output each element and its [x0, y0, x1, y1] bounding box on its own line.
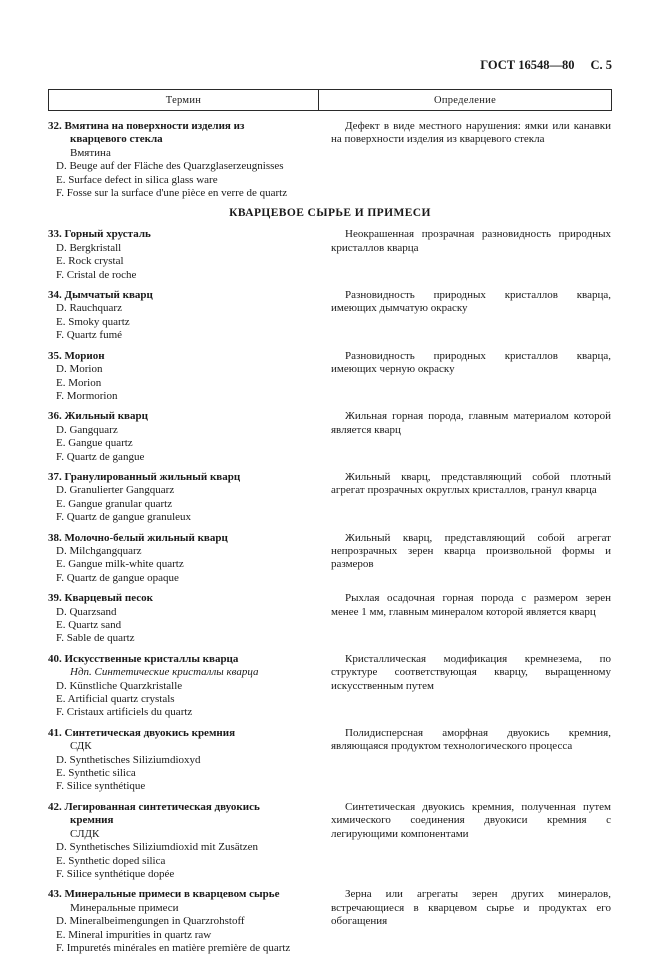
foreign-term-text: Quartz fumé: [66, 329, 123, 342]
foreign-term-text: Bergkristall: [69, 241, 122, 254]
foreign-term-line: [48, 302, 302, 315]
language-prefix: D.: [56, 679, 67, 692]
foreign-term-line: [48, 693, 302, 706]
foreign-term-text: Quartz de gangue: [66, 450, 145, 463]
foreign-term-line: [48, 451, 302, 464]
language-prefix: F.: [56, 329, 64, 342]
definition-cell: Кристаллическая модификация кремнезема, по структуре соответствующая кварцу, выращенному искусственным путем: [331, 652, 611, 692]
foreign-term-text: Mineralbeimengungen in Quarzrohstoff: [69, 915, 245, 928]
term-cell: [48, 727, 318, 794]
table-row: [48, 410, 612, 464]
foreign-term-line: [48, 632, 302, 645]
term-cell: [48, 410, 318, 464]
term-number: 43.: [48, 888, 62, 901]
foreign-term-text: Gangue quartz: [68, 437, 133, 450]
table-row: [48, 228, 612, 282]
foreign-term-text: Sable de quartz: [66, 632, 135, 645]
foreign-term-text: Gangue milk-white quartz: [68, 558, 184, 571]
table-row: [48, 289, 612, 343]
term-text: Вмятина на поверхности изделия из кварцевого стекла: [64, 120, 245, 146]
foreign-term-text: Gangue granular quartz: [68, 497, 173, 510]
term-number: 34.: [48, 289, 62, 302]
language-prefix: D.: [56, 160, 67, 173]
language-prefix: F.: [56, 706, 64, 719]
foreign-term-text: Cristal de roche: [66, 268, 137, 281]
foreign-term-line: [48, 545, 302, 558]
foreign-term-text: Cristaux artificiels du quartz: [66, 706, 193, 719]
term-number: 42.: [48, 800, 62, 813]
term-title: [48, 471, 302, 484]
term-number: 33.: [48, 228, 62, 241]
foreign-term-text: Synthetic doped silica: [68, 854, 166, 867]
foreign-term-text: Milchgangquarz: [69, 544, 142, 557]
table-header: [48, 89, 612, 111]
foreign-term-line: [48, 255, 302, 268]
definition-cell: Жильный кварц, представляющий собой агрегат непрозрачных зерен кварца произвольной формы и размеров: [331, 531, 611, 571]
definition-cell: Рыхлая осадочная горная порода с размером зерен менее 1 мм, главным минералом которой является кварц: [331, 592, 611, 618]
foreign-term-line: [48, 316, 302, 329]
foreign-term-text: Quartz de gangue opaque: [66, 571, 179, 584]
term-title: [48, 350, 302, 363]
foreign-term-line: [48, 606, 302, 619]
language-prefix: D.: [56, 423, 67, 436]
foreign-term-line: [48, 377, 302, 390]
foreign-term-line: [48, 767, 302, 780]
table-body: [48, 111, 612, 955]
language-prefix: D.: [56, 241, 67, 254]
term-text: Морион: [64, 349, 105, 362]
language-prefix: E.: [56, 928, 66, 941]
foreign-term-text: Fosse sur la surface d'une pièce en verre de quartz: [66, 187, 288, 200]
column-header-term: Термин: [49, 90, 319, 110]
foreign-term-line: [48, 160, 302, 173]
foreign-term-text: Artificial quartz crystals: [67, 693, 175, 706]
language-prefix: F.: [56, 867, 64, 880]
language-prefix: D.: [56, 484, 67, 497]
term-short-form: СЛДК: [70, 827, 100, 840]
foreign-term-text: Künstliche Quarzkristalle: [69, 679, 183, 692]
foreign-term-text: Beuge auf der Fläche des Quarzglaserzeugnisses: [69, 160, 284, 173]
term-text: Дымчатый кварц: [64, 289, 153, 302]
foreign-term-line: [48, 572, 302, 585]
term-number: 38.: [48, 531, 62, 544]
foreign-term-text: Silice synthétique: [66, 780, 146, 793]
foreign-term-line: [48, 511, 302, 524]
term-number: 35.: [48, 349, 62, 362]
language-prefix: E.: [56, 693, 66, 706]
language-prefix: F.: [56, 511, 64, 524]
foreign-term-line: [48, 558, 302, 571]
language-prefix: E.: [56, 173, 66, 186]
language-prefix: D.: [56, 363, 67, 376]
section-heading: КВАРЦЕВОЕ СЫРЬЕ И ПРИМЕСИ: [229, 207, 431, 220]
term-title: [48, 653, 302, 666]
language-prefix: D.: [56, 302, 67, 315]
foreign-term-line: [48, 929, 302, 942]
foreign-term-text: Silice synthétique dopée: [66, 867, 175, 880]
term-cell: [48, 120, 318, 200]
language-prefix: D.: [56, 753, 67, 766]
term-text: Легированная синтетическая двуокись кремния: [64, 800, 260, 827]
term-cell: [48, 532, 318, 586]
language-prefix: D.: [56, 605, 67, 618]
definition-cell: Жильная горная порода, главным материалом которой является кварц: [331, 410, 611, 436]
foreign-term-text: Quarzsand: [69, 605, 117, 618]
term-title: [48, 801, 302, 828]
foreign-term-line: [48, 915, 302, 928]
foreign-term-line: [48, 242, 302, 255]
term-title: [48, 532, 302, 545]
term-title: [48, 120, 302, 147]
term-number: 32.: [48, 120, 62, 132]
foreign-term-line: [48, 780, 302, 793]
term-title: [48, 289, 302, 302]
term-cell: [48, 471, 318, 525]
term-text: Молочно-белый жильный кварц: [64, 531, 228, 544]
definition-cell: Разновидность природных кристаллов кварца, имеющих дымчатую окраску: [331, 289, 611, 315]
foreign-term-line: [48, 841, 302, 854]
foreign-term-line: [48, 390, 302, 403]
language-prefix: F.: [56, 941, 64, 954]
foreign-term-line: [48, 868, 302, 881]
foreign-term-line: [48, 706, 302, 719]
table-row: [48, 592, 612, 646]
table-row: [48, 471, 612, 525]
table-row: [48, 532, 612, 586]
term-number: 40.: [48, 652, 62, 665]
language-prefix: E.: [56, 315, 66, 328]
foreign-term-line: [48, 619, 302, 632]
term-text: Жильный кварц: [64, 410, 148, 423]
term-text: Гранулированный жильный кварц: [64, 470, 241, 483]
foreign-term-text: Quartz de gangue granuleux: [66, 511, 192, 524]
term-text: Синтетическая двуокись кремния: [64, 726, 236, 739]
language-prefix: E.: [56, 619, 66, 631]
language-prefix: F.: [56, 268, 64, 281]
table-row: [48, 653, 612, 720]
foreign-term-line: [48, 269, 302, 282]
definition-cell: Дефект в виде местного нарушения: ямки или канавки на поверхности изделия из кварцевого стекла: [331, 120, 611, 146]
term-cell: [48, 653, 318, 720]
foreign-term-text: Synthetic silica: [68, 767, 136, 780]
term-short-form: Вмятина: [70, 146, 111, 159]
term-cell: [48, 228, 318, 282]
language-prefix: E.: [56, 437, 66, 450]
definition-cell: Синтетическая двуокись кремния, полученная путем химического соединения двуокиси кремния с легирующими компонентами: [331, 800, 611, 840]
term-text: Искусственные кристаллы кварца: [64, 652, 239, 665]
term-cell: [48, 592, 318, 646]
language-prefix: F.: [56, 632, 64, 645]
table-row: [48, 350, 612, 404]
language-prefix: D.: [56, 841, 67, 854]
term-text: Кварцевый песок: [64, 592, 153, 605]
foreign-term-line: [48, 498, 302, 511]
term-cell: [48, 888, 318, 955]
foreign-term-line: [48, 363, 302, 376]
language-prefix: E.: [56, 767, 66, 780]
term-cell: [48, 350, 318, 404]
term-title: [48, 888, 302, 901]
page-header: [48, 58, 612, 73]
foreign-term-line: [48, 437, 302, 450]
definition-cell: Зерна или агрегаты зерен других минералов, встречающиеся в кварцевом сырье и продуктах его обогащения: [331, 888, 611, 928]
term-title: [48, 228, 302, 241]
term-short-form: Минеральные примеси: [70, 901, 179, 914]
foreign-term-text: Gangquarz: [69, 423, 118, 436]
language-prefix: E.: [56, 558, 66, 571]
term-cell: [48, 801, 318, 881]
definition-cell: Полидисперсная аморфная двуокись кремния, являющаяся продуктом технологического процесса: [331, 726, 611, 753]
foreign-term-line: [48, 942, 302, 955]
table-row: [48, 727, 612, 794]
language-prefix: E.: [56, 376, 66, 389]
foreign-term-text: Surface defect in silica glass ware: [68, 173, 218, 186]
foreign-term-line: [48, 174, 302, 187]
foreign-term-line: [48, 855, 302, 868]
language-prefix: E.: [56, 255, 66, 268]
table-row: [48, 888, 612, 955]
term-title: [48, 410, 302, 423]
language-prefix: D.: [56, 915, 67, 928]
term-text: Горный хрусталь: [64, 228, 151, 241]
foreign-term-text: Rock crystal: [68, 255, 124, 268]
foreign-term-text: Morion: [68, 376, 102, 389]
language-prefix: E.: [56, 497, 66, 510]
foreign-term-line: [48, 424, 302, 437]
foreign-term-text: Impuretés minérales en matière première de quartz: [66, 941, 291, 954]
language-prefix: D.: [56, 544, 67, 557]
column-header-definition: Определение: [433, 94, 497, 106]
term-number: 39.: [48, 592, 62, 605]
foreign-term-text: Synthetisches Siliziumdioxyd: [69, 753, 201, 766]
term-number: 37.: [48, 470, 62, 483]
doc-number: ГОСТ 16548—80: [480, 58, 575, 72]
term-title: [48, 727, 302, 740]
inadmissible-synonym: Ндп. Синтетические кристаллы кварца: [70, 666, 259, 679]
term-text: Минеральные примеси в кварцевом сырье: [64, 888, 280, 901]
foreign-term-text: Morion: [69, 363, 103, 376]
foreign-term-line: [48, 484, 302, 497]
language-prefix: F.: [56, 389, 64, 402]
term-number: 36.: [48, 410, 62, 423]
definition-cell: Разновидность природных кристаллов кварца, имеющих черную окраску: [331, 349, 611, 376]
language-prefix: F.: [56, 450, 64, 463]
table-row: [48, 801, 612, 881]
term-cell: [48, 289, 318, 343]
foreign-term-line: [48, 680, 302, 693]
term-short-form: СДК: [70, 740, 92, 753]
foreign-term-text: Smoky quartz: [68, 315, 130, 328]
term-number: 41.: [48, 726, 62, 739]
language-prefix: F.: [56, 187, 64, 200]
language-prefix: F.: [56, 780, 64, 793]
foreign-term-line: [48, 329, 302, 342]
foreign-term-text: Mineral impurities in quartz raw: [68, 928, 212, 941]
foreign-term-text: Quartz sand: [68, 619, 122, 631]
foreign-term-text: Mormorion: [66, 389, 118, 402]
definition-cell: Неокрашенная прозрачная разновидность природных кристаллов кварца: [331, 228, 611, 254]
foreign-term-line: [48, 187, 302, 200]
page-number: С. 5: [590, 58, 612, 72]
foreign-term-text: Rauchquarz: [69, 302, 122, 315]
definition-cell: Жильный кварц, представляющий собой плотный агрегат прозрачных округлых кристаллов, гранул кварца: [331, 470, 611, 497]
term-title: [48, 592, 302, 605]
foreign-term-text: Granulierter Gangquarz: [69, 484, 175, 497]
foreign-term-text: Synthetisches Siliziumdioxid mit Zusätzen: [69, 841, 258, 854]
language-prefix: F.: [56, 571, 64, 584]
foreign-term-line: [48, 754, 302, 767]
language-prefix: E.: [56, 854, 66, 867]
table-row: [48, 120, 612, 200]
